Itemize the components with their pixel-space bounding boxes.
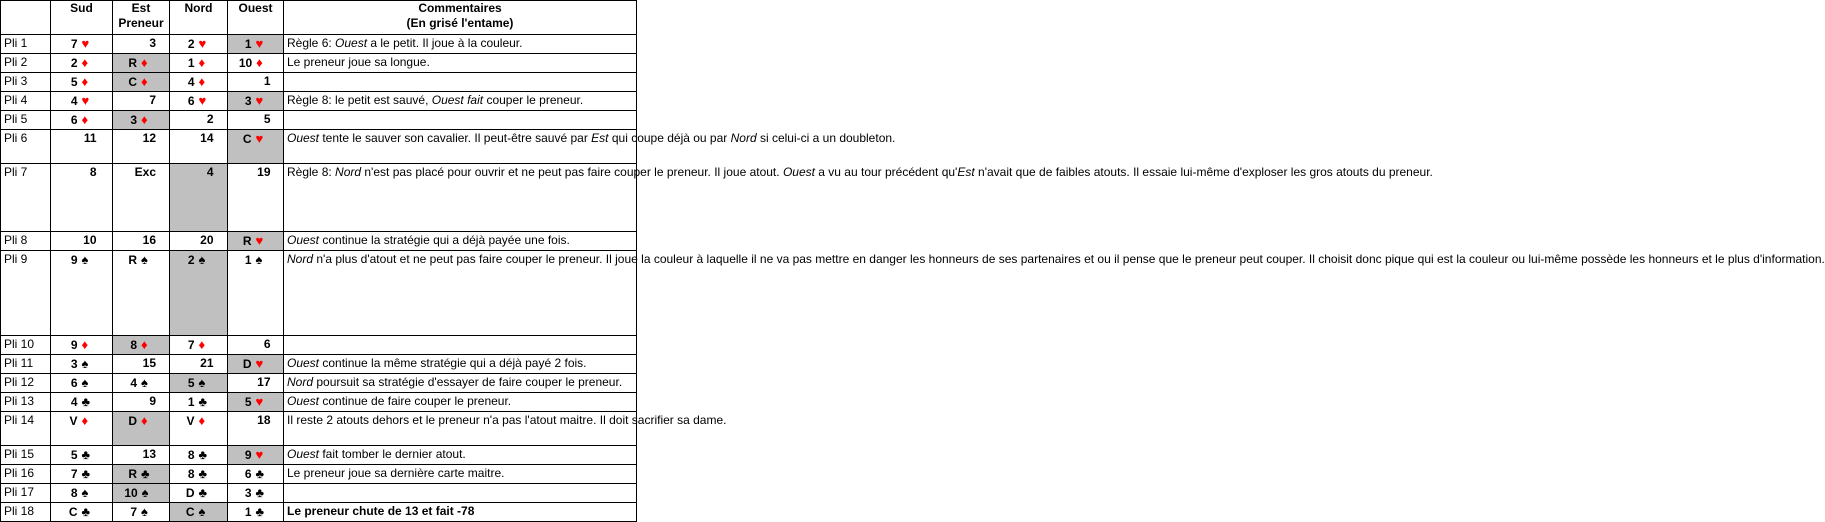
comment-text: Ouest	[782, 165, 815, 179]
card-sud	[51, 484, 113, 503]
card-ouest	[228, 54, 284, 73]
comment-text: Nord	[287, 375, 314, 389]
comment-text: Ouest	[287, 394, 320, 408]
comment-text: Règle 6:	[287, 36, 336, 50]
card-est	[113, 393, 170, 412]
comment-text: Ouest	[287, 233, 320, 247]
card-ouest	[228, 130, 284, 164]
pli-label: Pli 17	[1, 484, 51, 503]
card-suit-icon: ♥	[255, 36, 264, 51]
card-sud	[51, 465, 113, 484]
card-suit-icon: ♣	[81, 447, 91, 462]
comment-text: tente le sauver son cavalier. Il peut-être sauvé par	[319, 131, 592, 145]
card-value: 10	[83, 233, 97, 247]
comment-text: a vu au tour précédent qu'	[814, 165, 958, 179]
card-nord	[170, 92, 228, 111]
comment-text: Est	[957, 165, 975, 179]
card-value: 18	[257, 413, 271, 427]
pli-label: Pli 13	[1, 393, 51, 412]
comment-cell	[284, 130, 896, 164]
card-value: R	[242, 234, 252, 248]
card-est	[113, 35, 170, 54]
table-row	[1, 35, 637, 54]
card-est	[113, 446, 170, 465]
card-nord	[170, 35, 228, 54]
card-sud	[51, 251, 113, 336]
comment-cell	[284, 336, 637, 355]
card-est	[113, 92, 170, 111]
card-est	[113, 503, 170, 522]
card-value: 9	[70, 253, 78, 267]
card-est	[113, 336, 170, 355]
comment-text: Ouest	[335, 36, 368, 50]
comment-cell	[284, 92, 637, 111]
comment-cell	[284, 164, 1433, 232]
card-suit-icon: ♣	[198, 485, 208, 500]
card-sud	[51, 73, 113, 92]
pli-label: Pli 8	[1, 232, 51, 251]
comment-text: si celui-ci a un doubleton.	[756, 131, 896, 145]
card-value: 5	[244, 395, 252, 409]
comment-cell	[284, 73, 637, 92]
card-ouest	[228, 446, 284, 465]
card-nord	[170, 111, 228, 130]
header-ouest: Ouest	[228, 1, 284, 35]
card-suit-icon: ♥	[198, 93, 207, 108]
table-row	[1, 393, 637, 412]
card-value: 20	[200, 233, 214, 247]
card-suit-icon: ♦	[141, 337, 148, 352]
table-row	[1, 412, 637, 446]
card-suit-icon: ♠	[198, 375, 206, 390]
comment-text: Nord	[287, 252, 314, 266]
comment-text: a le petit. Il joue à la couleur.	[367, 36, 523, 50]
card-value: 7	[187, 338, 195, 352]
pli-label: Pli 16	[1, 465, 51, 484]
pli-label: Pli 3	[1, 73, 51, 92]
comment-cell	[284, 503, 637, 522]
card-value: 4	[70, 395, 78, 409]
card-suit-icon: ♣	[198, 466, 208, 481]
card-est	[113, 355, 170, 374]
header-nord: Nord	[170, 1, 228, 35]
card-suit-icon: ♠	[81, 485, 89, 500]
comment-text: poursuit sa stratégie d'essayer de faire couper le preneur.	[313, 375, 623, 389]
pli-label: Pli 6	[1, 130, 51, 164]
card-sud	[51, 35, 113, 54]
table-row	[1, 355, 637, 374]
comment-text: Le preneur joue sa dernière carte maitre.	[287, 466, 505, 480]
card-value: 12	[142, 131, 156, 145]
card-est	[113, 412, 170, 446]
card-est	[113, 54, 170, 73]
card-value: 5	[70, 448, 78, 462]
card-value: 2	[187, 37, 195, 51]
card-est	[113, 164, 170, 232]
card-ouest	[228, 336, 284, 355]
comment-cell	[284, 374, 637, 393]
card-ouest	[228, 374, 284, 393]
card-ouest	[228, 35, 284, 54]
card-suit-icon: ♦	[198, 413, 206, 428]
table-row	[1, 111, 637, 130]
card-value: Exc	[134, 165, 156, 179]
card-value: 1	[187, 395, 195, 409]
card-suit-icon: ♦	[81, 112, 89, 127]
card-value: 3	[244, 486, 252, 500]
pli-label: Pli 9	[1, 251, 51, 336]
card-sud	[51, 54, 113, 73]
comment-cell	[284, 465, 637, 484]
card-value: R	[128, 56, 137, 70]
table-row	[1, 251, 637, 336]
card-ouest	[228, 355, 284, 374]
header-row	[1, 1, 637, 35]
card-value: 5	[70, 75, 78, 89]
card-value: 3	[70, 357, 78, 371]
pli-label: Pli 12	[1, 374, 51, 393]
card-suit-icon: ♠	[141, 485, 149, 500]
comment-text: qui coupe déjà ou par	[608, 131, 731, 145]
comment-cell	[284, 484, 637, 503]
table-row	[1, 446, 637, 465]
comment-cell	[284, 251, 1825, 336]
card-value: 10	[238, 56, 253, 70]
comment-text: Ouest	[287, 131, 320, 145]
table-body	[1, 35, 1825, 522]
card-value: 9	[70, 338, 78, 352]
comment-text: fait tomber le dernier atout.	[319, 447, 466, 461]
comment-cell	[284, 111, 637, 130]
card-value: 3	[130, 113, 137, 127]
card-suit-icon: ♥	[81, 36, 90, 51]
pli-label: Pli 14	[1, 412, 51, 446]
comment-cell	[284, 54, 637, 73]
card-sud	[51, 412, 113, 446]
table-row	[1, 130, 637, 164]
card-value: D	[242, 357, 252, 371]
card-sud	[51, 92, 113, 111]
card-nord	[170, 336, 228, 355]
card-value: 16	[142, 233, 156, 247]
card-nord	[170, 355, 228, 374]
card-value: 6	[70, 376, 78, 390]
comment-cell	[284, 232, 637, 251]
card-suit-icon: ♣	[81, 504, 91, 519]
card-suit-icon: ♦	[256, 55, 263, 70]
card-value: 17	[257, 375, 271, 389]
card-suit-icon: ♠	[198, 504, 206, 519]
card-suit-icon: ♠	[81, 375, 89, 390]
card-value: 10	[124, 486, 138, 500]
card-suit-icon: ♥	[255, 233, 264, 248]
card-suit-icon: ♣	[81, 394, 91, 409]
card-nord	[170, 465, 228, 484]
card-value: 8	[70, 486, 78, 500]
table-row	[1, 484, 637, 503]
card-value: 19	[257, 165, 271, 179]
card-value: 1	[244, 37, 252, 51]
card-value: 7	[130, 505, 137, 519]
card-suit-icon: ♥	[255, 131, 264, 146]
comment-text: n'avait que de faibles atouts. Il essaie lui-même d'exploser les gros atouts du preneur.	[974, 165, 1433, 179]
card-value: 1	[244, 505, 252, 519]
card-nord	[170, 54, 228, 73]
card-ouest	[228, 484, 284, 503]
card-value: R	[128, 253, 137, 267]
card-est	[113, 465, 170, 484]
card-value: 2	[70, 56, 78, 70]
card-sud	[51, 355, 113, 374]
comment-text: Nord	[730, 131, 757, 145]
comment-text: Ouest fait	[431, 93, 484, 107]
card-est	[113, 484, 170, 503]
comment-text: n'a plus d'atout et ne peut pas faire couper le preneur. Il joue la couleur à laquelle il ne va pas mettre en danger les honneurs de ses partenaires et ou il pense que le preneur peut couper. Il choisit donc pique qui est la couleur ou lui-même possède les honneurs et le plus d'information.	[313, 252, 1825, 266]
card-nord	[170, 73, 228, 92]
card-value: 8	[187, 448, 195, 462]
card-nord	[170, 503, 228, 522]
comment-text: n'est pas placé pour ouvrir et ne peut pas faire couper le preneur. Il joue atout.	[361, 165, 783, 179]
card-ouest	[228, 73, 284, 92]
card-suit-icon: ♦	[81, 55, 89, 70]
card-suit-icon: ♠	[141, 375, 148, 390]
card-ouest	[228, 111, 284, 130]
card-ouest	[228, 503, 284, 522]
card-value: 4	[206, 165, 214, 179]
card-sud	[51, 164, 113, 232]
comment-text: Le preneur joue sa longue.	[287, 55, 430, 69]
card-suit-icon: ♥	[255, 394, 264, 409]
table-row	[1, 503, 637, 522]
card-value: V	[69, 414, 78, 428]
card-suit-icon: ♦	[81, 337, 89, 352]
card-sud	[51, 336, 113, 355]
card-nord	[170, 393, 228, 412]
card-value: R	[128, 467, 137, 481]
header-commentaires: Commentaires (En grisé l'entame)	[284, 1, 637, 35]
card-suit-icon: ♣	[255, 466, 265, 481]
card-value: 8	[89, 165, 97, 179]
card-suit-icon: ♦	[141, 55, 148, 70]
pli-label: Pli 7	[1, 164, 51, 232]
pli-label: Pli 10	[1, 336, 51, 355]
header-est-preneur: Est Preneur	[113, 1, 170, 35]
card-suit-icon: ♥	[255, 356, 264, 371]
card-value: 13	[142, 447, 156, 461]
card-value: 8	[187, 467, 195, 481]
card-value: 14	[200, 131, 214, 145]
pli-label: Pli 4	[1, 92, 51, 111]
card-sud	[51, 393, 113, 412]
pli-label: Pli 5	[1, 111, 51, 130]
card-value: 6	[70, 113, 78, 127]
pli-label: Pli 11	[1, 355, 51, 374]
card-value: 1	[244, 253, 252, 267]
card-suit-icon: ♦	[198, 55, 206, 70]
table-row	[1, 92, 637, 111]
comment-text: continue la même stratégie qui a déjà payé 2 fois.	[319, 356, 587, 370]
card-value: C	[242, 132, 252, 146]
card-value: 7	[70, 467, 78, 481]
card-suit-icon: ♦	[81, 74, 89, 89]
table-row	[1, 232, 637, 251]
card-value: 8	[130, 338, 137, 352]
card-value: 6	[187, 94, 195, 108]
comment-text: Est	[591, 131, 609, 145]
card-suit-icon: ♠	[81, 356, 89, 371]
card-value: 6	[263, 337, 271, 351]
card-suit-icon: ♦	[141, 413, 148, 428]
card-value: 4	[187, 75, 195, 89]
card-sud	[51, 232, 113, 251]
card-value: 4	[70, 94, 78, 108]
card-value: V	[186, 414, 195, 428]
comment-text: Ouest	[287, 356, 320, 370]
card-nord	[170, 164, 228, 232]
pli-label: Pli 1	[1, 35, 51, 54]
table-row	[1, 164, 637, 232]
comment-cell	[284, 446, 637, 465]
card-value: 9	[244, 448, 252, 462]
card-nord	[170, 130, 228, 164]
card-ouest	[228, 465, 284, 484]
comment-cell	[284, 393, 637, 412]
card-est	[113, 111, 170, 130]
card-suit-icon: ♦	[198, 74, 206, 89]
card-suit-icon: ♣	[141, 466, 150, 481]
card-value: 7	[149, 93, 156, 107]
card-suit-icon: ♥	[81, 93, 90, 108]
card-suit-icon: ♣	[198, 447, 208, 462]
card-value: C	[68, 505, 78, 519]
card-value: 1	[263, 74, 271, 88]
comment-cell	[284, 412, 727, 446]
card-suit-icon: ♠	[141, 252, 148, 267]
card-est	[113, 251, 170, 336]
card-suit-icon: ♠	[81, 252, 89, 267]
header-pli	[1, 1, 51, 35]
card-suit-icon: ♥	[255, 93, 264, 108]
card-value: 7	[70, 37, 78, 51]
card-value: 5	[187, 376, 195, 390]
table-row	[1, 73, 637, 92]
card-value: 6	[244, 467, 252, 481]
comment-text: continue la stratégie qui a déjà payée une fois.	[319, 233, 570, 247]
card-value: 3	[149, 36, 156, 50]
comment-cell	[284, 355, 637, 374]
card-nord	[170, 251, 228, 336]
card-est	[113, 73, 170, 92]
comment-text: couper le preneur.	[483, 93, 584, 107]
card-suit-icon: ♦	[198, 337, 206, 352]
pli-label: Pli 18	[1, 503, 51, 522]
card-suit-icon: ♠	[198, 252, 206, 267]
comment-text: Ouest	[287, 447, 320, 461]
card-sud	[51, 130, 113, 164]
comment-text: Règle 8: le petit est sauvé,	[287, 93, 432, 107]
card-ouest	[228, 164, 284, 232]
table-row	[1, 336, 637, 355]
card-suit-icon: ♦	[141, 74, 148, 89]
pli-label: Pli 15	[1, 446, 51, 465]
card-value: 4	[130, 376, 137, 390]
card-suit-icon: ♦	[141, 112, 148, 127]
card-nord	[170, 412, 228, 446]
card-ouest	[228, 232, 284, 251]
card-nord	[170, 374, 228, 393]
card-value: D	[128, 414, 137, 428]
card-est	[113, 374, 170, 393]
comment-text: Nord	[335, 165, 362, 179]
pli-label: Pli 2	[1, 54, 51, 73]
card-value: 21	[200, 356, 214, 370]
table-row	[1, 465, 637, 484]
comment-text: Le preneur chute de 13 et fait -78	[287, 504, 475, 518]
card-suit-icon: ♣	[255, 504, 265, 519]
card-nord	[170, 446, 228, 465]
card-suit-icon: ♣	[198, 394, 208, 409]
card-suit-icon: ♦	[81, 413, 89, 428]
card-value: 2	[187, 253, 195, 267]
card-value: 3	[244, 94, 252, 108]
card-nord	[170, 484, 228, 503]
card-suit-icon: ♥	[198, 36, 207, 51]
table-row	[1, 374, 637, 393]
card-sud	[51, 111, 113, 130]
card-ouest	[228, 412, 284, 446]
card-value: D	[185, 486, 195, 500]
card-value: 11	[83, 131, 97, 145]
card-value: 1	[187, 56, 195, 70]
card-value: 5	[263, 112, 271, 126]
card-est	[113, 232, 170, 251]
card-value: C	[128, 75, 137, 89]
card-value: C	[185, 505, 195, 519]
card-value: 15	[142, 356, 156, 370]
card-sud	[51, 446, 113, 465]
card-ouest	[228, 92, 284, 111]
card-suit-icon: ♣	[255, 485, 265, 500]
card-value: 9	[149, 394, 156, 408]
comment-cell	[284, 35, 637, 54]
table-row	[1, 54, 637, 73]
comment-text: Il reste 2 atouts dehors et le preneur n'a pas l'atout maitre. Il doit sacrifier sa dame.	[287, 413, 727, 427]
card-suit-icon: ♠	[141, 504, 148, 519]
comment-text: continue de faire couper le preneur.	[319, 394, 512, 408]
card-est	[113, 130, 170, 164]
card-nord	[170, 232, 228, 251]
card-value: 2	[206, 112, 214, 126]
card-suit-icon: ♥	[255, 447, 264, 462]
card-sud	[51, 503, 113, 522]
card-sud	[51, 374, 113, 393]
card-suit-icon: ♣	[81, 466, 91, 481]
card-ouest	[228, 251, 284, 336]
header-sud: Sud	[51, 1, 113, 35]
card-suit-icon: ♠	[255, 252, 263, 267]
card-ouest	[228, 393, 284, 412]
comment-text: Règle 8:	[287, 165, 336, 179]
